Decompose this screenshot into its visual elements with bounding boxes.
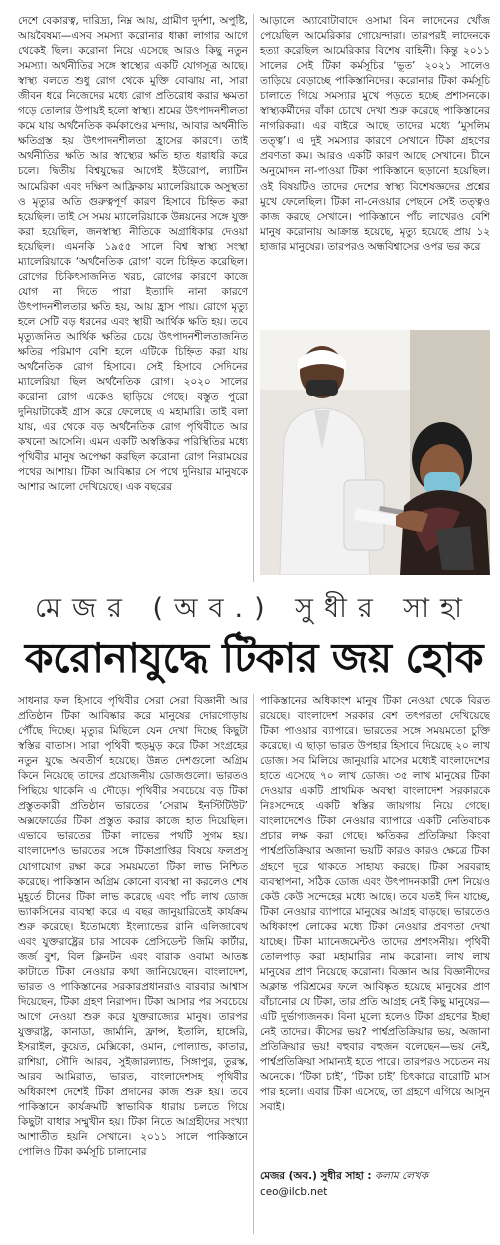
author-name: মেজর (অব.) সুধীর সাহা :	[260, 1170, 372, 1182]
article-column-4	[260, 694, 490, 1164]
author-footer	[260, 1168, 490, 1200]
column-divider-top	[253, 14, 254, 582]
article-text-col4: পাকিস্তানের অধিকাংশ মানুষ টিকা নেওয়া থেকে বিরত রয়েছে। বাংলাদেশ সরকার বেশ তৎপরতা দেখিয়েছে টিকা পাওয়ার ব্যাপারে। ভারতের সঙ্গে সময়মতো চুক্তি করেছে। এ ছাড়া ভারত উপহার হিসাবে দিয়েছে ২০ লাখ ডোজ। সব মিলিয়ে জানুয়ারি মাসের মধ্যেই বাংলাদেশের হাতে এসেছে ৭০ লাখ ডোজ। ৩৫ লাখ মানুষের টিকা দেওয়ার একটি প্রাথমিক অবস্থা বাংলাদেশ সরকারকে নিঃসন্দেহে একটি স্বস্তির জায়গায় নিয়ে গেছে। বাংলাদেশেও টিকা নেওয়ার ব্যাপারে একটি নেতিবাচক প্রচার লক্ষ করা গেছে। ক্ষতিকর প্রতিক্রিয়া কিংবা পার্শ্বপ্রতিক্রিয়ার অজানা ভয়টি কারও কারও ক্ষেত্রে টিকা গ্রহণে দূরে থাকতে সাহায্য করছে। টিকা সরবরাহ ব্যবস্থাপনা, সঠিক ডোজ এবং উৎপাদনকারী দেশ নিয়েও কেউ কেউ সন্দেহের মধ্যে আছে। তবে যতই দিন যাচ্ছে, টিকা নেওয়ার ব্যাপারে মানুষের আগ্রহ বাড়ছে। ভারতেও অধিকাংশ লোকের মধ্যে টিকা নেওয়ার প্রবণতা দেখা যাচ্ছে। টিকা ম্যানেজমেন্টও তাদের প্রশংসনীয়। পৃথিবী তোলপাড় করা মহামারির নাম করোনা। লাখ লাখ মানুষের প্রাণ নিয়েছে করোনা। বিজ্ঞান আর বিজ্ঞানীদের অক্লান্ত পরিশ্রমের ফলে আবিষ্কৃত হয়েছে মানুষের প্রাণ বাঁচানোর যে টিকা, তার প্রতি আগ্রহ নেই কিছু মানুষের—এটি দুর্ভাগ্যজনক। বিনা মূল্যে হলেও টিকা গ্রহণের ইচ্ছা নেই তাদের। কীসের ভয়? পার্শ্বপ্রতিক্রিয়ার ভয়, অজানা প্রতিক্রিয়ার ভয়! বহুবার বহুজন বলেছেন—ভয় নেই, পার্শ্বপ্রতিক্রিয়া সামান্যই হতে পারে। তারপরও সচেতন নয় অনেকে। ‘টিকা চাই’, ‘টিকা চাই’ চিৎকারে বারোটি মাস পার হলো। এবার টিকা এসেছে, তা গ্রহণে এগিয়ে আসুন সবাই।	[260, 695, 490, 1114]
vaccination-illustration	[260, 330, 490, 575]
article-column-2	[260, 14, 490, 330]
article-column-3	[18, 694, 248, 1234]
column-divider-bottom	[253, 694, 254, 1234]
author-credit	[260, 1168, 490, 1184]
article-text-col2: আড়ালে অ্যাবোটাবাদে ওসামা বিন লাদেনের খোঁজ পেয়েছিল আমেরিকার গোয়েন্দারা। তারপরই লাদেনকে হত্যা করেছিল আমেরিকার বিশেষ বাহিনী। কিন্তু ২০১১ সালের সেই টিকা কর্মসূচির ‘ভূত’ ২০২১ সালেও তাড়িয়ে বেড়াচ্ছে পাকিস্তানিদের। করোনার টিকা কর্মসূচি চালাতে গিয়ে সমস্যার মুখে পড়তে হচ্ছে প্রশাসনকে। স্বাস্থ্যকর্মীদের বাঁকা চোখে দেখা শুরু করেছে পাকিস্তানের নাগরিকরা। এর বাইরে আছে তাদের মধ্যে ‘মুসলিম তত্ত্ব’। এ দুই সমস্যার কারণে সেখানে টিকা গ্রহণের প্রবণতা কম। আরও একটি কারণ আছে সেখানে। চীনে অনুমোদন না-পাওয়া টিকা পাকিস্তানে ছড়ানো হয়েছিল। ওই বিষয়টিও তাদের দেশের স্বাস্থ্য বিশেষজ্ঞদের প্রশ্নের মুখে ফেলেছিল। টিকা না-নেওয়ার পেছনে সেই তত্ত্বও কাজ করছে সেখানে। পাকিস্তানে পাঁচ লাখেরও বেশি মানুষ করোনায় আক্রান্ত হয়েছে, মৃত্যু হয়েছে প্রায় ১২ হাজার মানুষের। তারপরও অন্ধবিশ্বাসের ওপর ভর করে	[260, 15, 490, 253]
author-email: ceo@ilcb.net	[260, 1186, 328, 1198]
vaccination-photo	[260, 330, 490, 575]
article-text-col3: সাধনার ফল হিসাবে পৃথিবীর সেরা সেরা বিজ্ঞানী আর প্রতিষ্ঠান টিকা আবিষ্কার করে মানুষের দোরগোড়ায় পৌঁছে দিচ্ছে। মৃত্যুর মিছিলে যেন দেখা দিচ্ছে কিছুটা স্বস্তির বাতাস। সারা পৃথিবী হুড়মুড় করে টিকা সংগ্রহের নতুন যুদ্ধে অবতীর্ণ হয়েছে। উন্নত দেশগুলো অগ্রিম কিনে নিয়েছে তাদের প্রয়োজনীয় ডোজগুলো। ভারতও পিছিয়ে থাকেনি এ দৌড়ে। পৃথিবীর সবচেয়ে বড় টিকা প্রস্তুতকারী প্রতিষ্ঠান ভারতের ‘সেরাম ইনস্টিটিউট’ অক্সফোর্ডের টিকা প্রস্তুত করার কাজে হাত দিয়েছিল। এভাবে ভারতের টিকা লাভের পথটি সুগম হয়। বাংলাদেশও ভারতের সঙ্গে টিকাপ্রাপ্তির বিষয়ে ফলপ্রসূ যোগাযোগ রক্ষা করে সময়মতো টিকা লাভ নিশ্চিত করেছে। পাকিস্তান অগ্রিম কোনো ব্যবস্থা না করলেও শেষ মুহূর্তে চীনের টিকা লাভ করেছে এবং পাঁচ লাখ ডোজ ভ্যাকসিনের ব্যবস্থা করে এ বছর জানুয়ারিতেই কার্যক্রম শুরু করেছে। ইতোমধ্যে ইংল্যান্ডের রানি এলিজাবেথ এবং যুক্তরাষ্ট্রের চার সাবেক প্রেসিডেন্ট জিমি কার্টার, জর্জ বুশ, বিল ক্লিনটন এবং বারাক ওবামা আতঙ্ক কাটাতে টিকা নেওয়ার কথা জানিয়েছেন। বাংলাদেশ, ভারত ও পাকিস্তানের সরকারপ্রধানরাও বারবার আশ্বাস দিয়েছেন, টিকা গ্রহণ নিরাপদ। টিকা আসার পর সবচেয়ে আগে নেওয়া শুরু করে যুক্তরাজ্যের মানুষ। তারপর যুক্তরাষ্ট্র, কানাডা, জার্মানি, ফ্রান্স, ইতালি, হাঙ্গেরি, ইসরাইল, কুয়েত, মেক্সিকো, ওমান, পোল্যান্ড, কাতার, রাশিয়া, সৌদি আরব, সুইজারল্যান্ড, সিঙ্গাপুর, তুরস্ক, আরব আমিরাত, ভারত, বাংলাদেশসহ পৃথিবীর অধিকাংশ দেশেই টিকা প্রদানের কাজ শুরু হয়। তবে পাকিস্তানে কার্যক্রমটি স্বাভাবিক ধারায় চলতে গিয়ে কিছুটা বাধার সম্মুখীন হয়। টিকা নিতে আগ্রহীদের সংখ্যা আশাতীত হয়নি সেখানে। ২০১১ সালে পাকিস্তানে পোলিও টিকা কর্মসূচি চালানোর	[18, 695, 248, 1159]
author-byline: মেজর (অব.) সুধীর সাহা	[35, 592, 473, 624]
article-column-1	[18, 14, 248, 582]
article-headline: করোনাযুদ্ধে টিকার জয় হোক	[24, 633, 484, 682]
author-role: কলাম লেখক	[374, 1170, 429, 1182]
article-text-col1: দেশে বেকারত্ব, দারিদ্র্য, নিম্ন আয়, গ্রামীণ দুর্দশা, অপুষ্টি, আয়বৈষম্য—এসব সমস্যা করোনার ধাক্কা লাগার আগে থেকেই ছিল। করোনা নিয়ে এসেছে আরও কিছু নতুন সমস্যা। অর্থনীতির সঙ্গে স্বাস্থ্যের একটি যোগসূত্র আছে। স্বাস্থ্য বলতে শুধু রোগ থেকে মুক্তি বোঝায় না, সারা জীবন ধরে নিজেদের মধ্যে রোগ প্রতিরোধ করার ক্ষমতা গড়ে তোলার উপায়ই হলো স্বাস্থ্য। শ্রমের উৎপাদনশীলতা কমে যায় অর্থনৈতিক কর্মকাণ্ডের মন্দায়, আবার অর্থনীতি ক্ষতিগ্রস্ত হয় উৎপাদনশীলতা হ্রাসের কারণে। তাই অর্থনীতির ক্ষতি আর স্বাস্থ্যের ক্ষতি হাত ধরাধরি করে চলে। দ্বিতীয় বিশ্বযুদ্ধের আগেই ইউরোপ, ল্যাটিন আমেরিকা এবং দক্ষিণ আফ্রিকায় ম্যালেরিয়াকে অসুস্থতা ও মৃত্যুর অতি গুরুত্বপূর্ণ কারণ হিসাবে চিহ্নিত করা হয়েছিল। তাই সে সময় ম্যালেরিয়াকে উন্নয়নের সঙ্গে যুক্ত করা হয়েছিল, জনস্বাস্থ্য নীতিকে অগ্রাধিকার দেওয়া হয়েছিল। এমনকি ১৯৫৫ সালে বিশ্ব স্বাস্থ্য সংস্থা ম্যালেরিয়াকে ‘অর্থনৈতিক রোগ’ বলে চিহ্নিত করেছিল। রোগের চিকিৎসাজনিত খরচ, রোগের কারণে কাজে যোগ না দিতে পারা ইত্যাদি নানা কারণে উৎপাদনশীলতার ক্ষতি হয়, আয় হ্রাস পায়। রোগে মৃত্যু হলে সেটি বড় ধরনের এবং স্থায়ী আর্থিক ক্ষতি হয়। তবে মৃত্যুজনিত আর্থিক ক্ষতির চেয়ে উৎপাদনশীলতাজনিত ক্ষতির পরিমাণ বেশি হলে এটিকে চিহ্নিত করা যায় অর্থনৈতিক রোগ হিসাবে। সেই হিসাবে সেদিনের ম্যালেরিয়া ছিল অর্থনৈতিক রোগ। ২০২০ সালের করোনা রোগ একেও ছাড়িয়ে গেছে। বস্তুত পুরো দুনিয়াটাকেই গ্রাস করে ফেলেছে এ মহামারি। তাই বলা যায়, এর থেকে বড় অর্থনৈতিক রোগ পৃথিবীতে আর কখনো আসেনি। এমন একটি অস্বস্তিকর পরিস্থিতির মধ্যে পৃথিবীর মানুষ অপেক্ষা করছিল করোনা রোগ নিরাময়ের পথের আশায়। টিকা আবিষ্কার সে পথে দুনিয়ার মানুষকে আশার আলো দেখিয়েছে। এক বছরের	[18, 15, 248, 494]
